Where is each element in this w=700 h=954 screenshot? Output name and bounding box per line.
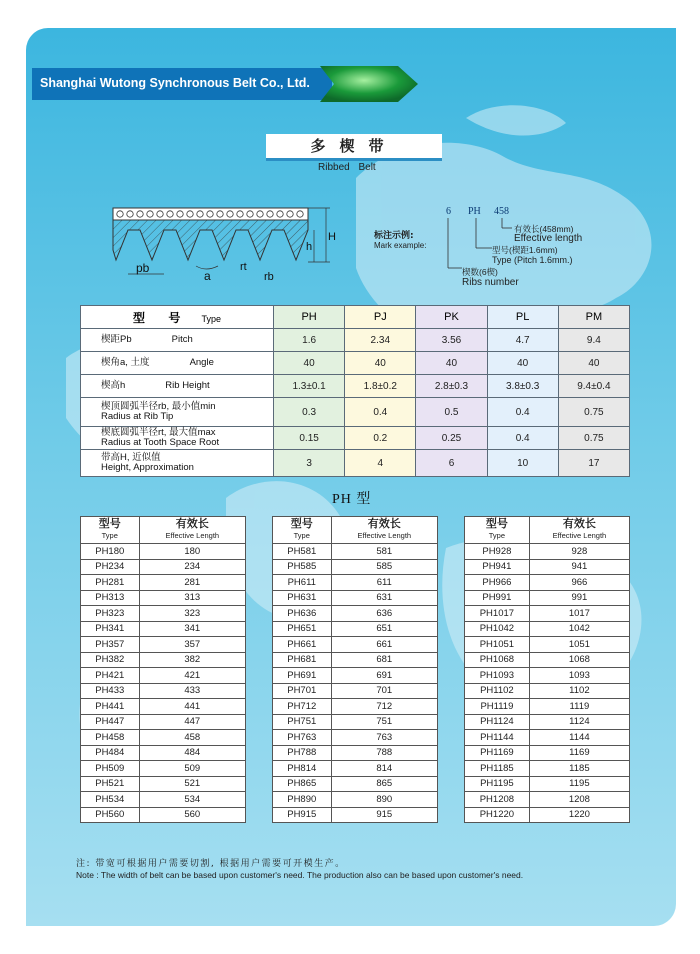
table-row	[273, 590, 438, 606]
table-row	[81, 761, 246, 777]
type-cell: PH560	[81, 807, 140, 823]
length-header-effective-en: Effective Length	[552, 531, 607, 540]
length-cell: 712	[331, 699, 437, 715]
spec-col-pj: PJ	[345, 306, 416, 329]
length-header-effective-cn: 有效长	[562, 518, 596, 530]
type-cell: PH1220	[465, 807, 530, 823]
table-row	[465, 559, 630, 575]
length-cell: 1119	[529, 699, 629, 715]
type-cell: PH441	[81, 699, 140, 715]
length-cell: 1124	[529, 714, 629, 730]
type-cell: PH458	[81, 730, 140, 746]
mark-example-en: Mark example:	[374, 241, 427, 250]
type-cell: PH991	[465, 590, 530, 606]
type-cell: PH1017	[465, 606, 530, 622]
type-cell: PH1119	[465, 699, 530, 715]
length-cell: 509	[139, 761, 245, 777]
length-header-effective	[139, 517, 245, 544]
length-cell: 234	[139, 559, 245, 575]
spec-cell: 4.7	[487, 329, 558, 352]
table-row	[81, 652, 246, 668]
spec-cell: 6	[416, 450, 487, 477]
table-row	[81, 792, 246, 808]
spec-header-type: 型 号 Type	[81, 306, 274, 329]
note-en: Note : The width of belt can be based upon customer's need. The production also can be based upon customer's need.	[76, 870, 524, 880]
H-label: H	[328, 231, 336, 243]
spec-row-label-cn: 楔距Pb	[101, 334, 132, 345]
type-cell: PH341	[81, 621, 140, 637]
length-cell: 814	[331, 761, 437, 777]
table-row	[273, 652, 438, 668]
spec-row-label-cn: 楔底圆弧半径rt, 最大值max	[101, 427, 216, 438]
length-header-effective-cn: 有效长	[175, 518, 209, 530]
length-header-type-en: Type	[488, 531, 506, 540]
length-cell: 651	[331, 621, 437, 637]
table-row	[273, 637, 438, 653]
table-row	[81, 730, 246, 746]
type-cell: PH357	[81, 637, 140, 653]
type-cell: PH234	[81, 559, 140, 575]
spec-row	[81, 375, 630, 398]
table-row	[81, 544, 246, 560]
length-header-effective	[331, 517, 437, 544]
type-cell: PH1169	[465, 745, 530, 761]
length-header-type	[81, 517, 140, 544]
table-row	[273, 606, 438, 622]
table-row	[273, 807, 438, 823]
table-row	[273, 668, 438, 684]
table-row	[273, 699, 438, 715]
table-row	[81, 776, 246, 792]
code-length: 458	[494, 206, 509, 217]
page-subtitle: Ribbed Belt	[318, 162, 376, 173]
type-cell: PH382	[81, 652, 140, 668]
code-ribs: 6	[446, 206, 451, 217]
spec-row	[81, 398, 630, 427]
spec-cell: 40	[416, 352, 487, 375]
table-row	[465, 590, 630, 606]
length-cell: 341	[139, 621, 245, 637]
rt-label: rt	[240, 261, 247, 273]
length-cell: 1208	[529, 792, 629, 808]
spec-cell: 0.4	[487, 427, 558, 450]
spec-cell: 1.8±0.2	[345, 375, 416, 398]
length-cn: 有效长(458mm)	[514, 224, 574, 234]
type-cell: PH1042	[465, 621, 530, 637]
length-cell: 585	[331, 559, 437, 575]
type-cell: PH484	[81, 745, 140, 761]
length-header-effective-en: Effective Length	[357, 531, 412, 540]
type-cell: PH611	[273, 575, 332, 591]
table-row	[273, 792, 438, 808]
type-cell: PH323	[81, 606, 140, 622]
table-row	[465, 637, 630, 653]
spec-row	[81, 450, 630, 477]
type-cell: PH865	[273, 776, 332, 792]
spec-row-label	[81, 329, 274, 352]
length-cell: 681	[331, 652, 437, 668]
type-en: Type (Pitch 1.6mm.)	[492, 255, 573, 265]
table-row	[81, 621, 246, 637]
spec-cell: 0.75	[558, 427, 629, 450]
table-row	[273, 745, 438, 761]
spec-cell: 40	[274, 352, 345, 375]
type-cell: PH712	[273, 699, 332, 715]
green-arrow-icon	[320, 64, 420, 104]
length-cell: 421	[139, 668, 245, 684]
table-row	[81, 668, 246, 684]
spec-row-label-en: Height, Approximation	[101, 462, 194, 473]
type-cell: PH941	[465, 559, 530, 575]
table-row	[465, 745, 630, 761]
length-cell: 581	[331, 544, 437, 560]
table-row	[465, 761, 630, 777]
spec-cell: 3.56	[416, 329, 487, 352]
spec-row-label-en: Pitch	[171, 334, 193, 345]
type-cell: PH509	[81, 761, 140, 777]
table-row	[273, 575, 438, 591]
length-cell: 941	[529, 559, 629, 575]
table-row	[273, 761, 438, 777]
length-cell: 890	[331, 792, 437, 808]
length-cell: 560	[139, 807, 245, 823]
length-header-effective	[529, 517, 629, 544]
length-cell: 180	[139, 544, 245, 560]
length-cell: 433	[139, 683, 245, 699]
type-cell: PH966	[465, 575, 530, 591]
belt-cross-section-diagram	[108, 200, 338, 290]
type-cell: PH433	[81, 683, 140, 699]
spec-cell: 17	[558, 450, 629, 477]
spec-row-label	[81, 427, 274, 450]
type-cell: PH1208	[465, 792, 530, 808]
spec-table	[80, 305, 630, 477]
type-cell: PH814	[273, 761, 332, 777]
table-row	[465, 807, 630, 823]
length-header-type	[465, 517, 530, 544]
spec-cell: 0.4	[487, 398, 558, 427]
table-row	[273, 714, 438, 730]
type-cn: 型号(楔距1.6mm)	[492, 245, 558, 255]
table-row	[465, 606, 630, 622]
length-header-type-en: Type	[101, 531, 118, 540]
pb-label: pb	[136, 261, 150, 275]
length-cell: 447	[139, 714, 245, 730]
table-row	[81, 637, 246, 653]
spec-cell: 0.2	[345, 427, 416, 450]
spec-col-ph: PH	[274, 306, 345, 329]
length-cell: 441	[139, 699, 245, 715]
table-row	[273, 683, 438, 699]
table-row	[465, 683, 630, 699]
length-cell: 636	[331, 606, 437, 622]
spec-cell: 2.8±0.3	[416, 375, 487, 398]
length-cell: 631	[331, 590, 437, 606]
table-row	[465, 621, 630, 637]
length-cell: 458	[139, 730, 245, 746]
length-cell: 1102	[529, 683, 629, 699]
spec-row	[81, 352, 630, 375]
spec-row-label-en: Radius at Rib Tip	[101, 411, 174, 422]
type-cell: PH1051	[465, 637, 530, 653]
type-cell: PH1102	[465, 683, 530, 699]
length-header-type-cn: 型号	[290, 518, 313, 530]
type-cell: PH1195	[465, 776, 530, 792]
note-cn: 注: 带宽可根据用户需要切割, 根据用户需要可开模生产。	[76, 859, 346, 869]
spec-row-label	[81, 450, 274, 477]
length-cell: 357	[139, 637, 245, 653]
spec-row-label	[81, 398, 274, 427]
table-row	[465, 668, 630, 684]
a-label: a	[204, 269, 211, 283]
type-cell: PH661	[273, 637, 332, 653]
type-cell: PH928	[465, 544, 530, 560]
length-cell: 915	[331, 807, 437, 823]
type-cell: PH521	[81, 776, 140, 792]
table-row	[81, 714, 246, 730]
type-cell: PH1068	[465, 652, 530, 668]
length-cell: 1169	[529, 745, 629, 761]
length-table-1	[80, 516, 246, 823]
spec-cell: 40	[345, 352, 416, 375]
table-row	[273, 776, 438, 792]
length-cell: 788	[331, 745, 437, 761]
length-cell: 751	[331, 714, 437, 730]
spec-row-label-cn: 带高H, 近似值	[101, 452, 161, 463]
type-cell: PH534	[81, 792, 140, 808]
length-en: Effective length	[514, 233, 583, 244]
spec-cell: 40	[558, 352, 629, 375]
length-cell: 521	[139, 776, 245, 792]
spec-cell: 0.75	[558, 398, 629, 427]
length-cell: 928	[529, 544, 629, 560]
type-cell: PH1185	[465, 761, 530, 777]
length-cell: 701	[331, 683, 437, 699]
length-header-type	[273, 517, 332, 544]
table-row	[465, 730, 630, 746]
spec-cell: 40	[487, 352, 558, 375]
table-row	[81, 807, 246, 823]
spec-row-label-en: Angle	[189, 357, 214, 368]
type-cell: PH1144	[465, 730, 530, 746]
spec-row	[81, 329, 630, 352]
type-cell: PH691	[273, 668, 332, 684]
spec-col-pk: PK	[416, 306, 487, 329]
type-cell: PH915	[273, 807, 332, 823]
type-cell: PH581	[273, 544, 332, 560]
type-cell: PH1093	[465, 668, 530, 684]
length-header-type-cn: 型号	[485, 518, 508, 530]
length-cell: 534	[139, 792, 245, 808]
length-cell: 313	[139, 590, 245, 606]
length-cell: 661	[331, 637, 437, 653]
mark-example-cn: 标注示例:	[374, 231, 414, 241]
type-cell: PH281	[81, 575, 140, 591]
spec-cell: 3	[274, 450, 345, 477]
table-row	[81, 745, 246, 761]
length-cell: 1220	[529, 807, 629, 823]
type-cell: PH788	[273, 745, 332, 761]
table-row	[81, 606, 246, 622]
table-row	[81, 699, 246, 715]
length-cell: 1093	[529, 668, 629, 684]
length-cell: 1195	[529, 776, 629, 792]
length-cell: 382	[139, 652, 245, 668]
type-cell: PH447	[81, 714, 140, 730]
length-cell: 991	[529, 590, 629, 606]
type-cell: PH763	[273, 730, 332, 746]
length-cell: 763	[331, 730, 437, 746]
type-cell: PH636	[273, 606, 332, 622]
spec-cell: 4	[345, 450, 416, 477]
type-cell: PH180	[81, 544, 140, 560]
length-cell: 323	[139, 606, 245, 622]
length-cell: 1185	[529, 761, 629, 777]
length-header-type-en: Type	[293, 531, 310, 540]
spec-cell: 9.4±0.4	[558, 375, 629, 398]
table-row	[273, 559, 438, 575]
table-row	[273, 544, 438, 560]
spec-cell: 1.3±0.1	[274, 375, 345, 398]
spec-cell: 0.25	[416, 427, 487, 450]
spec-cell: 3.8±0.3	[487, 375, 558, 398]
page-title: 多楔带	[266, 134, 442, 161]
spec-row-label-en: Radius at Tooth Space Root	[101, 437, 220, 448]
spec-row-label-cn: 楔角a, 土度	[101, 357, 150, 368]
type-cell: PH313	[81, 590, 140, 606]
spec-row-label	[81, 375, 274, 398]
ribs-en: Ribs number	[462, 277, 519, 288]
type-cell: PH890	[273, 792, 332, 808]
spec-cell: 0.3	[274, 398, 345, 427]
length-cell: 281	[139, 575, 245, 591]
spec-row	[81, 427, 630, 450]
rb-label: rb	[264, 271, 274, 283]
spec-cell: 9.4	[558, 329, 629, 352]
spec-row-label-cn: 楔高h	[101, 380, 126, 391]
length-cell: 1042	[529, 621, 629, 637]
type-cell: PH681	[273, 652, 332, 668]
h-label: h	[306, 241, 313, 253]
spec-cell: 2.34	[345, 329, 416, 352]
spec-cell: 0.15	[274, 427, 345, 450]
length-cell: 484	[139, 745, 245, 761]
table-row	[465, 776, 630, 792]
table-row	[273, 730, 438, 746]
length-header-type-cn: 型号	[98, 518, 121, 530]
length-cell: 1068	[529, 652, 629, 668]
table-row	[81, 559, 246, 575]
length-cell: 1144	[529, 730, 629, 746]
table-row	[465, 699, 630, 715]
spec-row-label	[81, 352, 274, 375]
type-cell: PH421	[81, 668, 140, 684]
table-row	[465, 652, 630, 668]
length-cell: 1017	[529, 606, 629, 622]
company-name: Shanghai Wutong Synchronous Belt Co., Ltd.	[40, 76, 310, 90]
length-cell: 966	[529, 575, 629, 591]
length-header-effective-cn: 有效长	[367, 518, 401, 530]
length-cell: 865	[331, 776, 437, 792]
spec-row-label-cn: 楔顶圆弧半径rb, 最小值min	[101, 401, 216, 412]
length-table-3	[464, 516, 630, 823]
table-row	[465, 575, 630, 591]
length-cell: 1051	[529, 637, 629, 653]
spec-col-pm: PM	[558, 306, 629, 329]
type-cell: PH631	[273, 590, 332, 606]
spec-cell: 10	[487, 450, 558, 477]
ph-section-title: PH 型	[332, 492, 372, 507]
ribs-cn: 楔数(6楔)	[462, 267, 498, 277]
table-row	[465, 714, 630, 730]
table-row	[465, 792, 630, 808]
spec-cell: 1.6	[274, 329, 345, 352]
code-type: PH	[468, 206, 481, 217]
type-cell: PH751	[273, 714, 332, 730]
spec-cell: 0.4	[345, 398, 416, 427]
spec-col-pl: PL	[487, 306, 558, 329]
length-cell: 611	[331, 575, 437, 591]
type-cell: PH1124	[465, 714, 530, 730]
table-row	[81, 590, 246, 606]
type-cell: PH651	[273, 621, 332, 637]
spec-cell: 0.5	[416, 398, 487, 427]
table-row	[465, 544, 630, 560]
length-table-2	[272, 516, 438, 823]
spec-row-label-en: Rib Height	[165, 380, 210, 391]
type-cell: PH701	[273, 683, 332, 699]
table-row	[81, 683, 246, 699]
table-row	[81, 575, 246, 591]
table-row	[273, 621, 438, 637]
length-cell: 691	[331, 668, 437, 684]
length-header-effective-en: Effective Length	[165, 531, 220, 540]
type-cell: PH585	[273, 559, 332, 575]
